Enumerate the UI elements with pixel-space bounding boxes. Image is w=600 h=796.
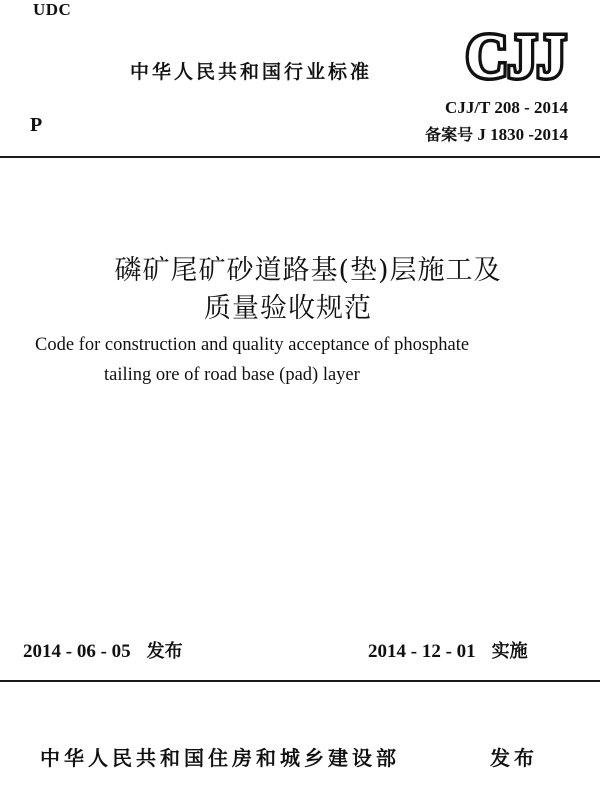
cjj-logo-text: CJJ [466,27,566,81]
category-code: P [30,114,43,136]
cjj-logo [462,27,570,81]
title-zh-line1: 磷矿尾矿砂道路基(垫)层施工及 [114,255,502,286]
issue-date-line [23,637,183,663]
issue-verb: 发布 [146,641,183,662]
title-en-line2: tailing ore of road base (pad) layer [104,365,360,385]
implement-date: 2014 - 12 - 01 [368,641,476,662]
publisher: 中华人民共和国住房和城乡建设部 [40,746,400,770]
standard-number: CJJ/T 208 - 2014 [445,98,568,117]
title-zh-line2: 质量验收规范 [204,293,372,324]
footer-divider [0,680,600,682]
header-divider [0,156,600,158]
implement-date-line [368,637,528,663]
publisher-verb: 发布 [490,746,538,770]
industry-standard-heading: 中华人民共和国行业标准 [130,61,373,83]
title-en-line1: Code for construction and quality acceptance of phosphate [35,335,470,355]
issue-date: 2014 - 06 - 05 [23,641,131,662]
implement-verb: 实施 [491,641,528,662]
record-number-line [425,122,568,145]
record-label: 备案号 [425,125,474,144]
record-number: J 1830 -2014 [477,125,568,144]
udc-label: UDC [33,0,72,19]
